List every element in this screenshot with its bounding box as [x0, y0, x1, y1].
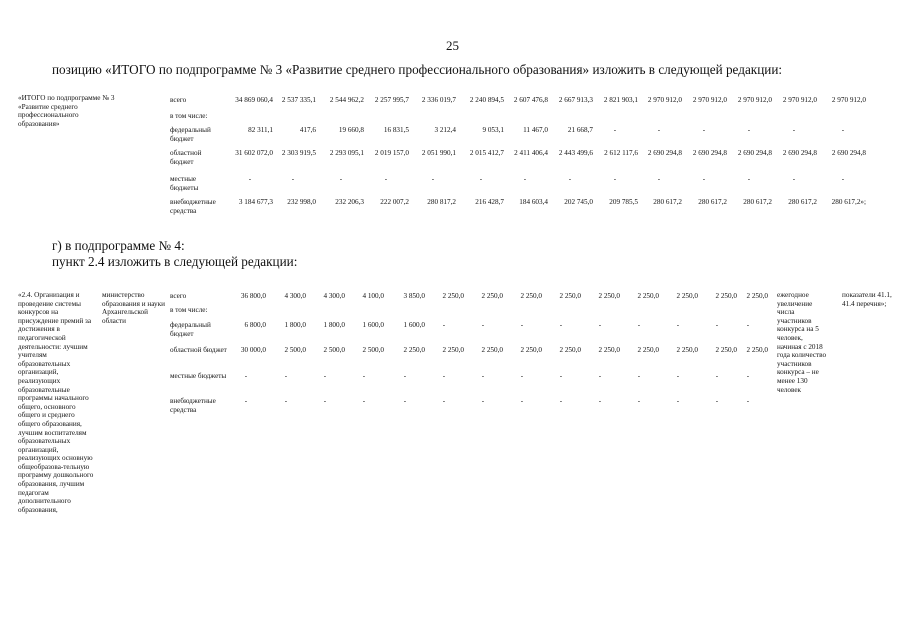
row-label: в том числе:	[170, 306, 208, 314]
value-cell: -	[746, 321, 750, 329]
value-cell: -	[747, 175, 751, 183]
value-cell: 2 443 499,6	[558, 149, 593, 157]
table2-executor-cell: министерство образования и науки Архангельской области	[102, 291, 165, 325]
value-cell: 4 100,0	[362, 292, 384, 300]
value-cell: -	[613, 126, 617, 134]
value-cell: 2 690 294,8	[782, 149, 817, 157]
value-cell: 2 544 962,2	[329, 96, 364, 104]
value-cell: 9 053,1	[482, 126, 504, 134]
value-cell: -	[442, 372, 446, 380]
value-cell: 2 250,0	[746, 292, 768, 300]
value-cell: 2 250,0	[520, 292, 542, 300]
value-cell: 2 250,0	[598, 346, 620, 354]
value-cell: -	[657, 126, 661, 134]
value-cell: -	[676, 321, 680, 329]
value-cell: -	[403, 397, 407, 405]
value-cell: -	[841, 126, 845, 134]
value-cell: 2 250,0	[403, 346, 425, 354]
value-cell: -	[291, 175, 295, 183]
value-cell: 2 250,0	[676, 292, 698, 300]
row-label: внебюджетные средства	[170, 397, 216, 414]
value-cell: 2 690 294,8	[831, 149, 866, 157]
value-cell: -	[747, 126, 751, 134]
value-cell: 2 051 990,1	[421, 149, 456, 157]
value-cell: 202 745,0	[564, 198, 593, 206]
value-cell: -	[746, 397, 750, 405]
value-cell: -	[362, 397, 366, 405]
value-cell: 280 617,2	[698, 198, 727, 206]
value-cell: -	[284, 397, 288, 405]
row-label: местные бюджеты	[170, 372, 227, 380]
table2-description-cell: «2.4. Организация и проведение системы конкурсов на присуждение премий за достижения в педагогической деятельности: лучшим учителям образовательных организаций, реализующих образовательные программы начального общего, основного общего и среднего общего образования, лучшим воспитателям образовательных организаций, реализующих основную общеобразова-тельную программу дошкольного образования, лучшим педагогам дополнительного образования,	[18, 291, 94, 514]
value-cell: -	[715, 397, 719, 405]
table2-result-cell: ежегодное увеличение числа участников конкурса на 5 человек, начиная с 2018 года количество участников конкурса – не менее 130 человек	[777, 291, 827, 394]
value-cell: -	[523, 175, 527, 183]
value-cell: 2 250,0	[559, 292, 581, 300]
value-cell: 2 250,0	[715, 292, 737, 300]
value-cell: -	[657, 175, 661, 183]
value-cell: 2 250,0	[481, 346, 503, 354]
value-cell: 2 250,0	[637, 292, 659, 300]
row-label: местные бюджеты	[170, 175, 199, 192]
value-cell: -	[715, 321, 719, 329]
value-cell: 222 007,2	[380, 198, 409, 206]
value-cell: 184 603,4	[519, 198, 548, 206]
value-cell: 417,6	[299, 126, 316, 134]
value-cell: -	[431, 175, 435, 183]
value-cell: -	[479, 175, 483, 183]
value-cell: 2 970 912,0	[737, 96, 772, 104]
value-cell: 2 970 912,0	[831, 96, 866, 104]
value-cell: 280 617,2	[743, 198, 772, 206]
value-cell: 2 612 117,6	[604, 149, 638, 157]
row-label: областной бюджет	[170, 346, 227, 354]
value-cell: 2 250,0	[442, 292, 464, 300]
value-cell: -	[792, 126, 796, 134]
value-cell: -	[442, 321, 446, 329]
value-cell: -	[676, 397, 680, 405]
value-cell: -	[323, 372, 327, 380]
value-cell: 34 869 060,4	[235, 96, 273, 104]
value-cell: 2 250,0	[481, 292, 503, 300]
value-cell: 2 970 912,0	[647, 96, 682, 104]
value-cell: -	[520, 321, 524, 329]
value-cell: 30 000,0	[240, 346, 266, 354]
value-cell: 2 250,0	[715, 346, 737, 354]
row-label: в том числе:	[170, 112, 208, 120]
value-cell: 3 212,4	[434, 126, 456, 134]
value-cell: 2 667 913,3	[558, 96, 593, 104]
value-cell: -	[613, 175, 617, 183]
value-cell: 2 500,0	[362, 346, 384, 354]
value-cell: 36 800,0	[240, 292, 266, 300]
value-cell: -	[676, 372, 680, 380]
table2-indicators-cell: показатели 41.1, 41.4 перечня»;	[842, 291, 892, 308]
value-cell: -	[637, 372, 641, 380]
row-label: внебюджетные средства	[170, 198, 216, 215]
value-cell: 11 467,0	[523, 126, 548, 134]
value-cell: -	[323, 397, 327, 405]
value-cell: 2 500,0	[323, 346, 345, 354]
value-cell: 2 250,0	[676, 346, 698, 354]
value-cell: -	[637, 397, 641, 405]
value-cell: 2 250,0	[559, 346, 581, 354]
value-cell: 232 998,0	[287, 198, 316, 206]
row-label: всего	[170, 292, 187, 300]
value-cell: 2 250,0	[637, 346, 659, 354]
value-cell: -	[559, 321, 563, 329]
value-cell: 4 300,0	[323, 292, 345, 300]
value-cell: -	[520, 397, 524, 405]
value-cell: 2 690 294,8	[692, 149, 727, 157]
row-label: федеральный бюджет	[170, 126, 211, 143]
value-cell: 2 019 157,0	[374, 149, 409, 157]
value-cell: -	[568, 175, 572, 183]
value-cell: 2 250,0	[520, 346, 542, 354]
row-label: областной бюджет	[170, 149, 202, 166]
value-cell: 21 668,7	[567, 126, 593, 134]
value-cell: 31 602 072,0	[235, 149, 273, 157]
value-cell: 2 250,0	[442, 346, 464, 354]
intro-paragraph: позицию «ИТОГО по подпрограмме № 3 «Развитие среднего профессионального образования» изложить в следующей редакции:	[52, 62, 783, 77]
value-cell: 2 607 476,8	[513, 96, 548, 104]
value-cell: 2 537 335,1	[281, 96, 316, 104]
value-cell: 2 821 903,1	[603, 96, 638, 104]
value-cell: -	[598, 321, 602, 329]
value-cell: -	[362, 372, 366, 380]
value-cell: -	[559, 397, 563, 405]
value-cell: 1 600,0	[403, 321, 425, 329]
value-cell: 2 250,0	[746, 346, 768, 354]
value-cell: 280 617,2»;	[831, 198, 866, 206]
row-label: всего	[170, 96, 187, 104]
value-cell: 4 300,0	[284, 292, 306, 300]
value-cell: 3 850,0	[403, 292, 425, 300]
value-cell: -	[403, 372, 407, 380]
value-cell: 1 600,0	[362, 321, 384, 329]
subheading-item-2-4: пункт 2.4 изложить в следующей редакции:	[52, 254, 298, 269]
value-cell: 1 800,0	[284, 321, 306, 329]
value-cell: 6 800,0	[244, 321, 266, 329]
value-cell: 280 617,2	[788, 198, 817, 206]
table1-title-cell: «ИТОГО по подпрограмме № 3 «Развитие среднего профессионального образования»	[18, 94, 115, 128]
value-cell: 16 831,5	[383, 126, 409, 134]
value-cell: 19 660,8	[338, 126, 364, 134]
value-cell: 2 690 294,8	[737, 149, 772, 157]
value-cell: -	[339, 175, 343, 183]
value-cell: 82 311,1	[248, 126, 273, 134]
value-cell: -	[284, 372, 288, 380]
value-cell: -	[702, 175, 706, 183]
value-cell: 2 250,0	[598, 292, 620, 300]
value-cell: -	[244, 397, 248, 405]
subheading-subprogram-4: г) в подпрограмме № 4:	[52, 238, 185, 253]
value-cell: 2 240 894,5	[469, 96, 504, 104]
value-cell: -	[481, 321, 485, 329]
value-cell: -	[244, 372, 248, 380]
value-cell: 3 184 677,3	[238, 198, 273, 206]
value-cell: 2 690 294,8	[647, 149, 682, 157]
value-cell: 2 293 095,1	[329, 149, 364, 157]
value-cell: 2 970 912,0	[692, 96, 727, 104]
value-cell: 216 428,7	[475, 198, 504, 206]
value-cell: -	[520, 372, 524, 380]
value-cell: -	[248, 175, 252, 183]
value-cell: 1 800,0	[323, 321, 345, 329]
value-cell: -	[637, 321, 641, 329]
value-cell: -	[746, 372, 750, 380]
value-cell: -	[702, 126, 706, 134]
value-cell: -	[598, 397, 602, 405]
value-cell: 2 411 406,4	[514, 149, 548, 157]
value-cell: -	[481, 372, 485, 380]
value-cell: 280 617,2	[653, 198, 682, 206]
value-cell: 2 303 919,5	[281, 149, 316, 157]
value-cell: 2 970 912,0	[782, 96, 817, 104]
page-number: 25	[446, 38, 459, 53]
value-cell: 2 336 019,7	[421, 96, 456, 104]
value-cell: -	[598, 372, 602, 380]
value-cell: -	[792, 175, 796, 183]
value-cell: 2 500,0	[284, 346, 306, 354]
value-cell: 2 015 412,7	[469, 149, 504, 157]
value-cell: -	[715, 372, 719, 380]
value-cell: 2 257 995,7	[374, 96, 409, 104]
value-cell: -	[559, 372, 563, 380]
value-cell: -	[481, 397, 485, 405]
value-cell: -	[841, 175, 845, 183]
value-cell: 280 817,2	[427, 198, 456, 206]
row-label: федеральный бюджет	[170, 321, 211, 338]
value-cell: -	[442, 397, 446, 405]
value-cell: 232 206,3	[335, 198, 364, 206]
value-cell: -	[384, 175, 388, 183]
value-cell: 209 785,5	[609, 198, 638, 206]
